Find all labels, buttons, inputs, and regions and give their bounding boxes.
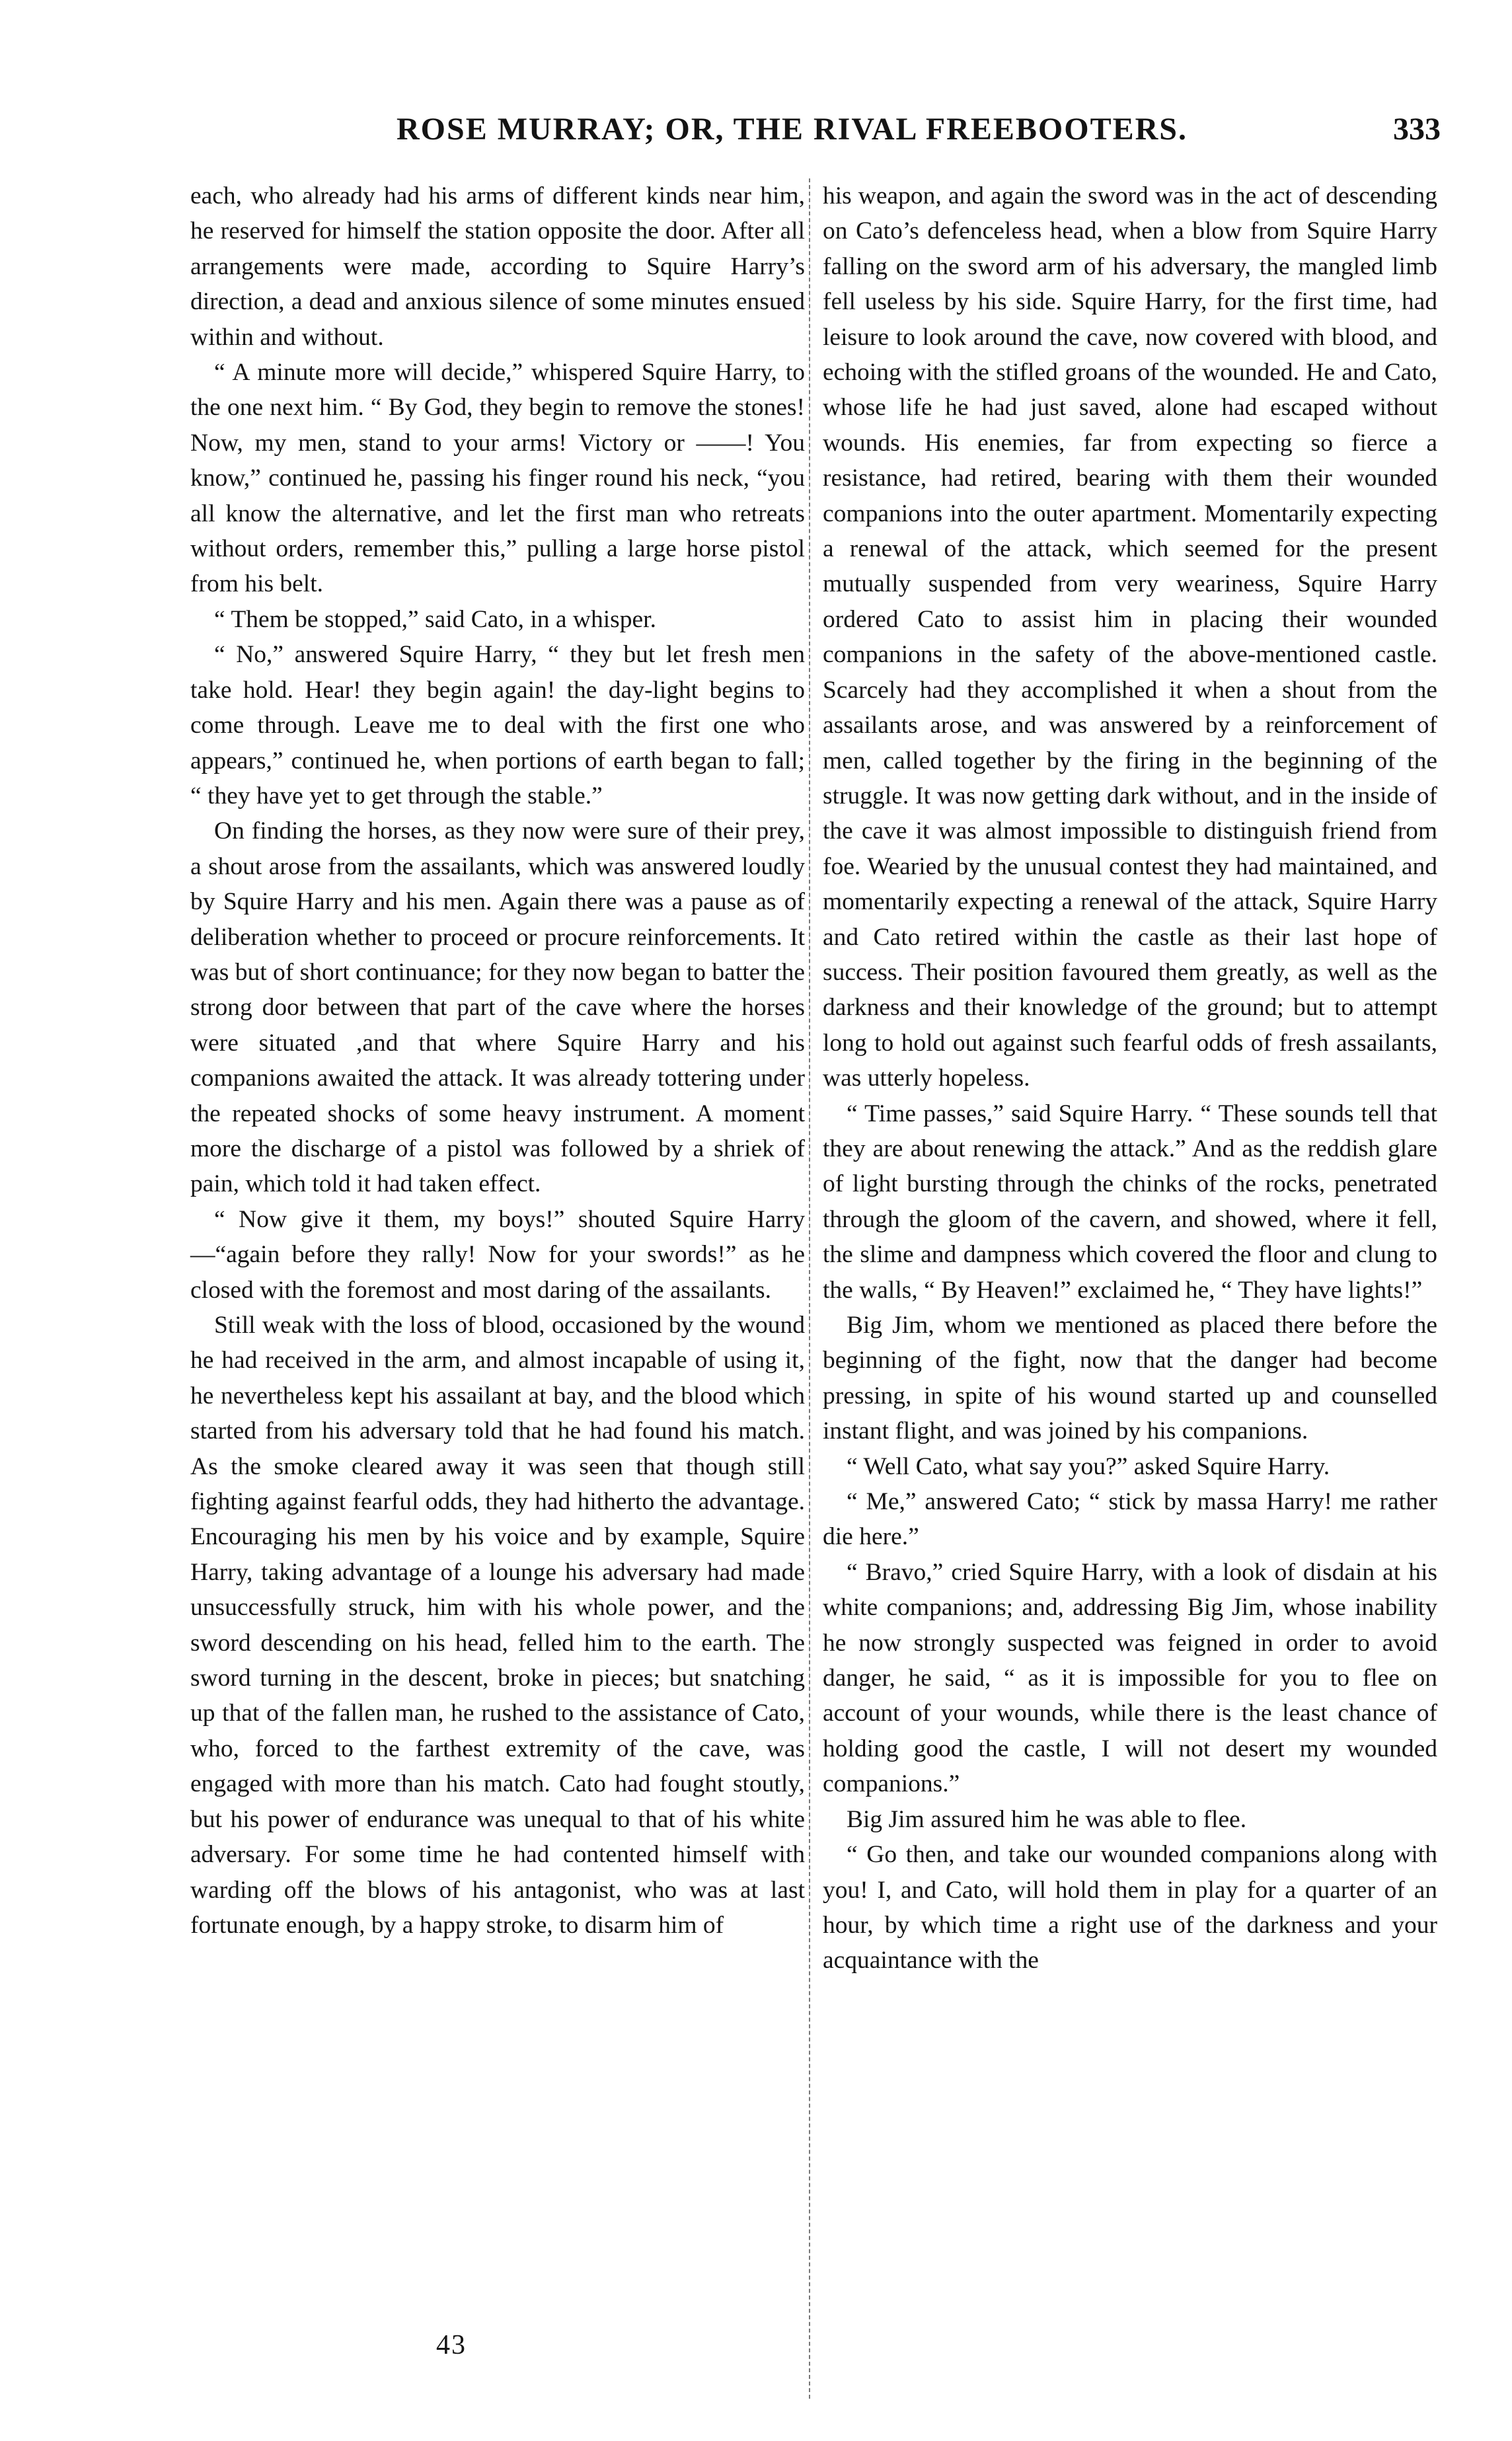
paragraph: his weapon, and again the sword was in the act of descending on Cato’s defenceless head, when a blow from Squire Harry falling on the sword arm of his adversary, the mangled limb fell useless by his side. Squire Harry, for the first time, had leisure to look around the cave, now covered with blood, and echoing with the stifled groans of the wounded. He and Cato, whose life he had just saved, alone had escaped without wounds. His enemies, far from expecting so fierce a resistance, had retired, bearing with them their wounded companions into the outer apartment. Momentarily expecting a renewal of the attack, which seemed for the present mutually suspended from very weariness, Squire Harry ordered Cato to assist him in placing their wounded companions in the safety of the above-mentioned castle. Scarcely had they accomplished it when a shout from the assailants arose, and was answered by a reinforcement of men, called together by the firing in the beginning of the struggle. It was now getting dark without, and in the inside of the cave it was almost impossible to distinguish friend from foe. Wearied by the unusual contest they had maintained, and momentarily expecting a renewal of the attack, Squire Harry and Cato retired within the castle as their last hope of success. Their position favoured them greatly, as well as the darkness and their knowledge of the ground; but to attempt long to hold out against such fearful odds of fresh assailants, was utterly hopeless. — [823, 182, 1437, 1092]
paragraph: each, who already had his arms of different kinds near him, he reserved for himself the station opposite the door. After all arrangements were made, according to Squire Harry’s direction, a dead and anxious silence of some minutes ensued within and without. — [190, 182, 805, 351]
paragraph: “ Go then, and take our wounded companions along with you! I, and Cato, will hold them in play for a quarter of an hour, by which time a right use of the darkness and your acquaintance with the — [823, 1841, 1437, 1974]
paragraph: Big Jim, whom we mentioned as placed there before the beginning of the fight, now that the danger had become pressing, in spite of his wound started up and counselled instant flight, and was joined by his companions. — [823, 1312, 1437, 1445]
page-number: 333 — [1393, 112, 1441, 147]
running-header — [397, 111, 1441, 157]
paragraph: “ Me,” answered Cato; “ stick by massa Harry! me rather die here.” — [823, 1488, 1437, 1551]
paragraph: “ Them be stopped,” said Cato, in a whisper. — [214, 605, 656, 633]
paragraph: On finding the horses, as they now were sure of their prey, a shout arose from the assailants, which was answered loudly by Squire Harry and his men. Again there was a pause as of deliberation whether to proceed or procure reinforcements. It was but of short continuance; for they now began to batter the strong door between that part of the cave where the horses were situated ,and that where Squire Harry and his companions awaited the attack. It was already tottering under the repeated shocks of some heavy instrument. A moment more the discharge of a pistol was followed by a shriek of pain, which told it had taken effect. — [190, 817, 805, 1198]
paragraph: “ Bravo,” cried Squire Harry, with a look of disdain at his white companions; and, addressing Big Jim, whose inability he now strongly suspected was feigned in order to avoid danger, he said, “ as it is impossible for you to flee on account of your wounds, while there is the least chance of holding good the castle, I will not desert my wounded companions.” — [823, 1558, 1437, 1798]
paragraph: “ A minute more will decide,” whispered Squire Harry, to the one next him. “ By God, they begin to remove the stones! Now, my men, stand to your arms! Victory or ——! You know,” continued he, passing his finger round his neck, “you all know the alternative, and let the first man who retreats without orders, remember this,” pulling a large horse pistol from his belt. — [190, 359, 805, 598]
paragraph: “ No,” answered Squire Harry, “ they but let fresh men take hold. Hear! they begin again! the day-light begins to come through. Leave me to deal with the first one who appears,” continued he, when portions of earth began to fall; “ they have yet to get through the stable.” — [190, 641, 805, 809]
right-column — [823, 178, 1437, 1978]
paragraph: “ Well Cato, what say you?” asked Squire Harry. — [847, 1452, 1330, 1480]
left-column — [190, 178, 805, 1943]
paragraph: “ Time passes,” said Squire Harry. “ These sounds tell that they are about renewing the attack.” And as the reddish glare of light bursting through the chinks of the rocks, penetrated through the gloom of the cavern, and showed, where it fell, the slime and dampness which covered the floor and clung to the walls, “ By Heaven!” exclaimed he, “ They have lights!” — [823, 1100, 1437, 1304]
paragraph: “ Now give it them, my boys!” shouted Squire Harry—“again before they rally! Now for your swords!” as he closed with the foremost and most daring of the assailants. — [190, 1205, 805, 1304]
signature-mark: 43 — [436, 2330, 467, 2360]
paragraph: Big Jim assured him he was able to flee. — [847, 1805, 1247, 1833]
running-title: ROSE MURRAY; OR, THE RIVAL FREEBOOTERS. — [397, 112, 1188, 147]
column-divider — [809, 178, 810, 2399]
paragraph: Still weak with the loss of blood, occasioned by the wound he had received in the arm, and almost incapable of using it, he nevertheless kept his assailant at bay, and the blood which started from his adversary told that he had found his match. As the smoke cleared away it was seen that though still fighting against fearful odds, they had hitherto the advantage. Encouraging his men by his voice and by example, Squire Harry, taking advantage of a lounge his adversary had made unsuccessfully struck, him with his whole power, and the sword descending on his head, felled him to the earth. The sword turning in the descent, broke in pieces; but snatching up that of the fallen man, he rushed to the assistance of Cato, who, forced to the farthest extremity of the cave, was engaged with more than his match. Cato had fought stoutly, but his power of endurance was unequal to that of his white adversary. For some time he had contented himself with warding off the blows of his antagonist, who was at last fortunate enough, by a happy stroke, to disarm him of — [190, 1312, 805, 1939]
